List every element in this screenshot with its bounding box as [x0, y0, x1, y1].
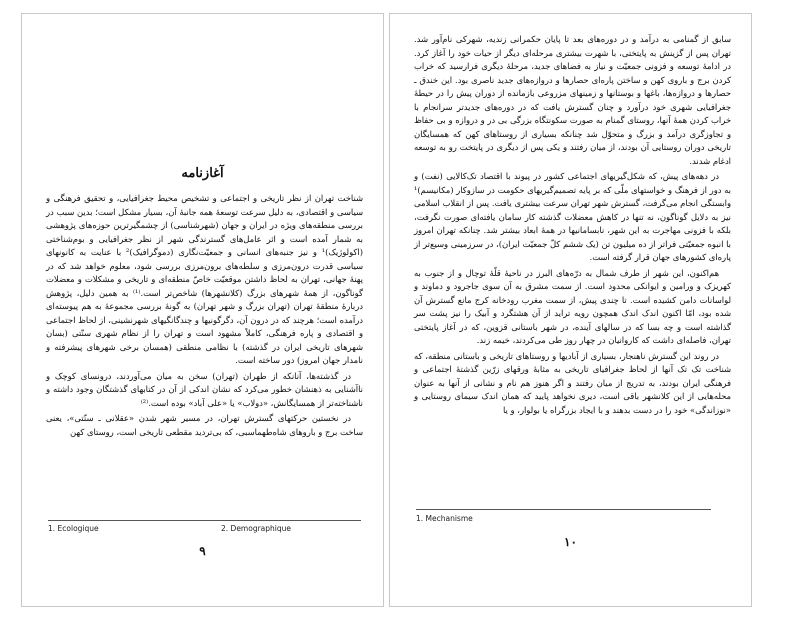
footnotes: [48, 524, 361, 533]
right-page: [389, 13, 752, 607]
chapter-title: آغازنامه: [181, 166, 224, 181]
left-page-body: [46, 192, 363, 441]
paragraph: در نخستین حرکتهای گسترش تهران، در مسیر شهر شدن «عقلانی ـ سنّتی»، یعنی ساخت برج و باروهای شاه‌طهماسبی، که بی‌تردید مقطعی تاریخی است، روستای کهن: [46, 413, 363, 437]
paragraph: سابق از گمنامی به درآمد و در دوره‌های بعد تا پایان حکمرانی زندیه، شهرکی نام‌آور شد. تهران پس از گزینش به پایتختی، با شهرت بیشتری مرحله‌ای دیگر از حیات خود را آغاز کرد. در ادامهٔ توسعه و فزونی جمعیّت و نیاز به فضاهای جدید، مرحلهٔ دیگری فرارسید که خراب کردن برج و باروی کهن و ساختن پاره‌ای حصارها و دروازه‌های جدید ناصری بود. این خندق ـ حصارها و دروازه‌ها، باغها و بوستانها و زمینهای مزروعی بازمانده از دوران پیش را در حیطهٔ جغرافیایی شهری خود درآورد و چنان گسترش یافت که در دوره‌های جدیدتر سرانجام با خراب کردن همهٔ آنها، روستای گمنام به صورت سکونتگاه بزرگی بی در و دروازه و بی حفاظ و تجاوزگری درآمد و بزرگ و متحوّل شد چنانکه بسیاری از روستاهای کهن که همسایگان تاریخی دوران روستایی آن بودند، از میان رفتند و یکی پس از دیگری در پایتخت رو به توسعه ادغام شدند.: [414, 34, 731, 166]
paragraph: در دهه‌های پیش، که شکل‌گیریهای اجتماعی کشور در پیوند با اقتصاد تک‌کالایی (نفت) و به دور از فرهنگ و خواستهای ملّی که بر پایه تصمیم‌گیریهای حکومت در سازوکار (مکانیسم)¹ وابستگی انجام می‌گرفت، گسترش شهر تهران سرعت بیشتری یافت. پس از انقلاب اسلامی نیز به دلایل گوناگون، نه تنها در کاهش معضلات گذشته کار سامان یافته‌ای صورت نگرفت، بلکه با فزونی مهاجرت به این شهر، نابسامانیها در همهٔ ابعاد بیشتر شد. چنانکه تهران امروز با انبوه جمعیّتی فراتر از ده میلیون تن (یک ششم کلّ جمعیّت ایران)، در سرزمینی وسیع‌تر از پاره‌ای کشورهای جهان قرار گرفته است.: [414, 171, 731, 262]
right-page-body: [414, 33, 731, 419]
footnote: 2. Demographique: [221, 524, 291, 533]
paragraph: هم‌اکنون، این شهر از طرف شمال به درّه‌های البرز در ناحیهٔ قلّهٔ توچال و از جنوب به کهریزک و ورامین و ایوانکی محدود است. از سمت مشرق به آن سوی جاجرود و دماوند و لواسانات دامن کشیده است. تا چندی پیش، از سمت مغرب رودخانه کرج مانع گسترش آن شده بود، امّا اکنون اندک اندک همچون رویه تراید از آن هشتگرد و آبیک را نیز پشت سر گذاشته است و چه بسا که در سالهای آینده، در شهر باستانی قزوین، که در آغاز پایتختی تهران، فاصله‌ای داشت که کاروانیان در چهار روز طی می‌کردند، خیمه زند.: [414, 267, 731, 345]
footnote-divider: [416, 509, 711, 510]
footnote: 1. Mechanisme: [416, 514, 473, 523]
left-page: [21, 13, 384, 607]
footnotes: [416, 514, 729, 523]
footnote: 1. Ecologique: [48, 524, 99, 533]
paragraph: شناخت تهران از نظر تاریخی و اجتماعی و تشخیص محیط جغرافیایی، و تحقیق فرهنگی و سیاسی و اقتصادی، به دلیل سرعت توسعهٔ همه جانبهٔ آن، بسیار مشکل است؛ بدین سبب در بررسی منطقه‌های ویژه در ایران و جهان (شهرشناسی) از چشمگیرترین حوزه‌های پژوهشی به شمار آمده است و اثر عامل‌های گسترندگی شهر از نظر جغرافیایی و بوم‌شناختی (اکولوژیک)¹ و نیز جنبه‌های انسانی و جمعیّت‌نگاری (دموگرافیک)² با عنایت به کانونهای سیاسی قدرت درون‌مرزی و سلطه‌های برون‌مرزی بررسی شود، معلوم خواهد شد که در پهنهٔ جهانی، تهران به لحاظ داشتن موقعیّت خاصّ منطقه‌ای و تاریخی و مشکلات و معضلات گوناگون، از همهٔ شهرهای بزرگ (کلانشهرها) شاخص‌تر است.⁽¹⁾ به همین دلیل، پژوهش دربارهٔ منطقهٔ تهران (تهران بزرگ و شهر تهران) به گونهٔ بررسی مجموعهٔ به هم پیوسته‌ای درآمده است؛ هرچند که در درون آن، دگرگونیها و چندگانگیهای شهرنشینی، از لحاظ اجتماعی و اقتصادی و پاره فرهنگی، کاملاً مشهود است و تهران را از نظام شهری سنّتی (بسان شهرهای تاریخی ایران در گذشته) با نظامی منطقی (همسان برخی شهرهای پیشرفته و نامدار جهان امروز) دور ساخته است.: [46, 193, 363, 365]
paragraph: در گذشته‌ها، آنانکه از طهران (تهران) سخن به میان می‌آوردند، درونسای کوچک و ناآشنایی به ذهنشان خطور می‌کرد که نشان اندکی از آن در کتابهای گذشتگان وجود داشته و ناشناخته‌تر از همسایگانش، «دولاب» یا «علی آباد» بوده است.⁽²⁾: [46, 370, 363, 408]
paragraph: در روند این گسترش ناهنجار، بسیاری از آبادیها و روستاهای تاریخی و باستانی منطقه، که شناخت تک تک آنها از لحاظ جغرافیای تاریخی به مثابهٔ ورقهای زرّین گذشتهٔ اجتماعی و فرهنگی ایران بودند، به تدریج از میان رفتند و اگر هنوز هم نام و نشانی از آنها به عنوان محله‌هایی از این کلانشهر باقی است، دیری نخواهد پایید که همان اندک سیمای روستایی و «نوزاندگی» خود را در دست بدهند و با ایجاد بزرگراه یا بولوار، و یا: [414, 350, 731, 415]
page-number: ۱۰: [564, 535, 577, 549]
footnote-divider: [48, 520, 361, 521]
page-number: ۹: [199, 544, 206, 558]
